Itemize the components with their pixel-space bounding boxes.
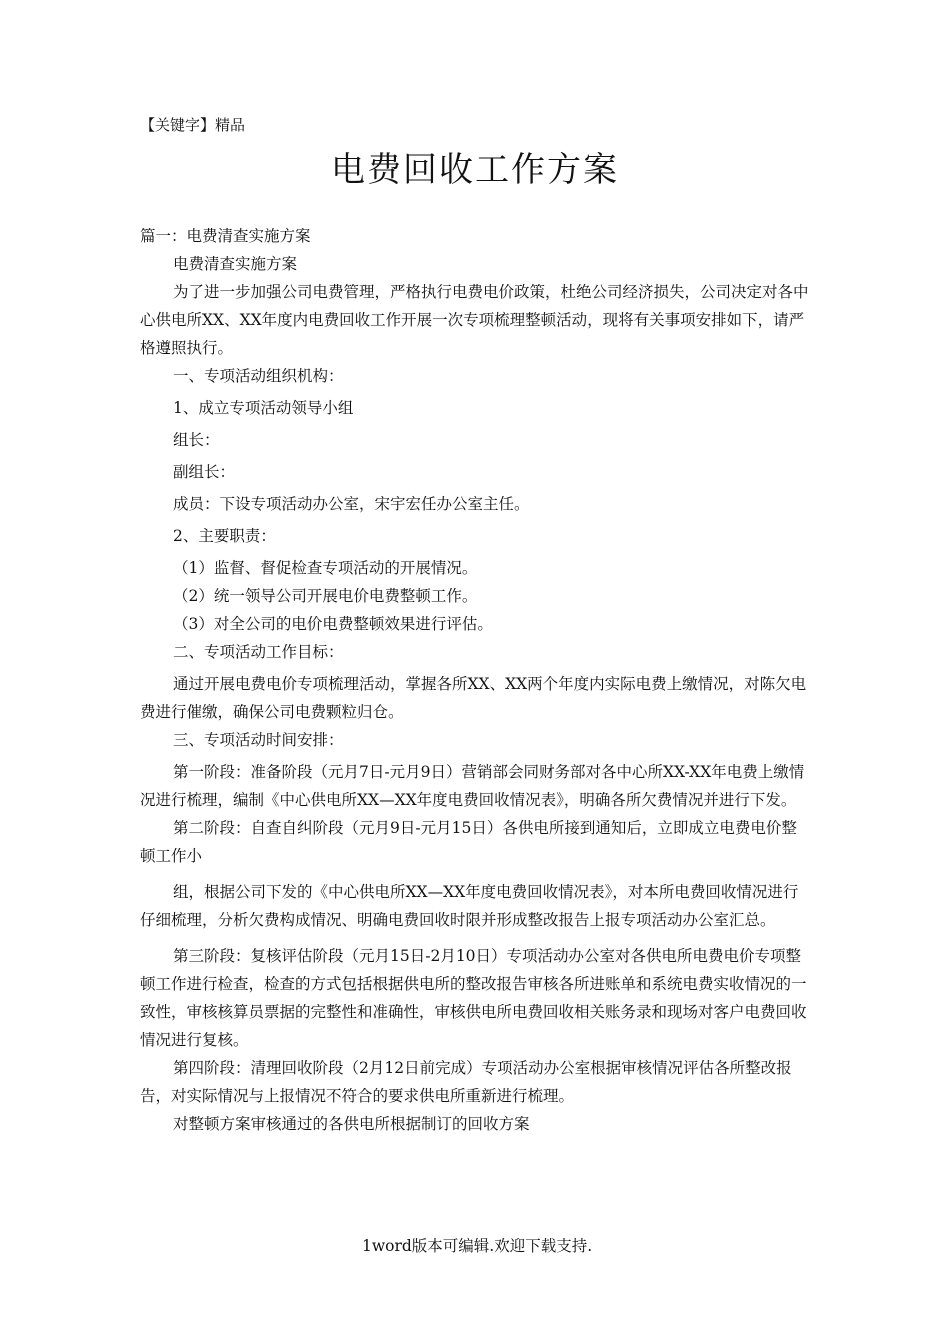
paragraph: 副组长：: [173, 463, 236, 481]
paragraph-phase-2-cont: 组，根据公司下发的《中心供电所XX—XX年度电费回收情况表》，对本所电费回收情况进行仔细梳理，分析欠费构成情况、明确电费回收时限并形成整改报告上报专项活动办公室汇总。: [140, 883, 799, 929]
heading-duties: 2、主要职责：: [173, 527, 276, 545]
document-title: 电费回收工作方案: [331, 150, 619, 190]
paragraph: 成员：下设专项活动办公室，宋宇宏任办公室主任。: [173, 495, 530, 513]
paragraph-phase-4: 第四阶段：清理回收阶段（2月12日前完成）专项活动办公室根据审核情况评估各所整改报告，对实际情况与上报情况不符合的要求供电所重新进行梳理。: [140, 1059, 792, 1105]
page-footer: 1word版本可编辑.欢迎下载支持.: [362, 1237, 593, 1255]
paragraph: 为了进一步加强公司电费管理，严格执行电费电价政策，杜绝公司经济损失，公司决定对各中心供电所XX、XX年度内电费回收工作开展一次专项梳理整顿活动，现将有关事项安排如下，请严格遵照执行。: [140, 283, 809, 357]
section-heading: 篇一：电费清查实施方案: [140, 227, 311, 245]
paragraph-phase-1: 第一阶段：准备阶段（元月7日-元月9日）营销部会同财务部对各中心所XX-XX年电费上缴情况进行梳理，编制《中心供电所XX—XX年度电费回收情况表》，明确各所欠费情况并进行下发。: [140, 763, 805, 809]
list-item: （2）统一领导公司开展电价电费整顿工作。: [173, 587, 478, 605]
heading-goals: 二、专项活动工作目标：: [173, 643, 344, 661]
keyword-label: 【关键字】精品: [140, 116, 246, 134]
subtitle: 电费清查实施方案: [173, 255, 298, 273]
heading-organization: 一、专项活动组织机构：: [173, 367, 344, 385]
document-body: [140, 222, 812, 1138]
paragraph: 对整顿方案审核通过的各供电所根据制订的回收方案: [173, 1115, 530, 1133]
paragraph: 通过开展电费电价专项梳理活动，掌握各所XX、XX两个年度内实际电费上缴情况，对陈欠电费进行催缴，确保公司电费颗粒归仓。: [140, 675, 807, 721]
list-item: （3）对全公司的电价电费整顿效果进行评估。: [173, 615, 493, 633]
paragraph-phase-3: 第三阶段：复核评估阶段（元月15日-2月10日）专项活动办公室对各供电所电费电价专项整顿工作进行检查，检查的方式包括根据供电所的整改报告审核各所进账单和系统电费实收情况的一致性，审核核算员票据的完整性和准确性，审核供电所电费回收相关账务录和现场对客户电费回收情况进行复核。: [140, 947, 807, 1049]
list-item: （1）监督、督促检查专项活动的开展情况。: [173, 559, 478, 577]
heading-schedule: 三、专项活动时间安排：: [173, 731, 344, 749]
paragraph-phase-2: 第二阶段：自查自纠阶段（元月9日-元月15日）各供电所接到通知后，立即成立电费电价整顿工作小: [140, 819, 797, 865]
paragraph: 1、成立专项活动领导小组: [173, 399, 354, 417]
paragraph: 组长：: [173, 431, 220, 449]
